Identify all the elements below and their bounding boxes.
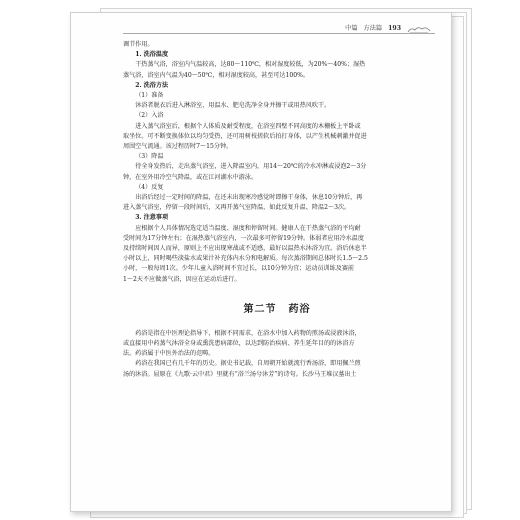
book-page [70, 12, 452, 512]
text-line: 药浴是指在中医理论指导下，根据不同需求，在浴水中加入药物的煎汤或浸液沐浴， [135, 329, 361, 337]
text-line: 待全身发热后，走出蒸气浴室，进入降温室内，用14～20℃的冷水冲淋或浸泡2～3分 [135, 163, 367, 171]
text-line: 受时间为17分钟左右；在湿热蒸气浴室内，一次最多可停留19分钟。体弱者应用冷水温度 [123, 234, 364, 242]
subheading-entering: （2）入浴 [135, 112, 164, 120]
text-line: 进入蒸气浴室，停留一段时间后，又再开蒸气室降温，如此反复升温、降温2～3次。 [123, 204, 351, 212]
text-line: 应根据个人具体情况选定适当温度、湿度和停留时间。健康人在干热蒸气浴的平均耐 [135, 224, 361, 232]
paragraph-medicated-bath-history [123, 359, 431, 379]
paragraph-entering [123, 122, 431, 153]
subheading-preparation: （1）准备 [135, 92, 164, 100]
section-name: 药浴 [288, 303, 311, 315]
running-head-chapter: 方法篇 [363, 25, 383, 32]
text-line: 干热蒸气浴，浴室内气温较高，达80～110℃，相对湿度较低，为20%～40%；湿热 [135, 61, 366, 69]
section-title [123, 303, 431, 316]
text-line: 出浴后经过一定时间的降温，在还未出现寒冷感觉时即擦干身体，休息10分钟后，再 [135, 194, 363, 202]
heading-bath-method: 2. 洗浴方法 [135, 81, 169, 89]
text-line: 汤的沐浴。屈原在《九歌·云中君》里就有“浴兰汤兮沐芳”的诗句。长沙马王堆汉墓出土 [123, 370, 357, 378]
text-line: 法。药浴属于中医外治法的范畴。 [123, 350, 215, 358]
page-number: 193 [388, 25, 401, 32]
paragraph-temperature [123, 60, 431, 80]
text-line: 蒸气浴，浴室内气温为40～50℃，相对湿度较高，甚至可达100%。 [123, 71, 309, 79]
paragraph-precautions [123, 224, 431, 285]
heading-precautions: 3. 注意事项 [135, 214, 169, 222]
text-line: 周围空气流通。该过程历时7～15分钟。 [123, 143, 233, 151]
page-body [123, 40, 431, 380]
text-line: 小时，一般每周1次。少年儿童入浴时间不宜过长，以10分钟为宜；运动员训练及赛前 [123, 265, 355, 273]
text-line: 药浴在我国已有几千年的历史。据史书记载，自周朝开始就流行香汤浴，即用佩兰煎 [135, 360, 361, 368]
text-line: 进入蒸气浴室后，根据个人体质及耐受程度，在浴室四壁不同高度的木栅板上平卧或 [135, 122, 361, 130]
paragraph-medicated-bath-definition [123, 329, 431, 360]
paragraph-preparation: 沐浴者脱衣后进入淋浴室，用温水、肥皂洗净全身并擦干或用热风吹干。 [135, 102, 331, 110]
heading-bath-temperature: 1. 洗浴温度 [135, 51, 169, 59]
paragraph-cooling [123, 162, 431, 182]
text-line: 或直接用中药蒸气沐浴全身或熏洗患病部位，以达到防治疾病、养生延年目的的沐浴方 [123, 340, 355, 348]
section-number: 第二节 [243, 303, 277, 315]
subheading-repeat: （4）反复 [135, 183, 164, 191]
cloud-ornament-icon [407, 26, 431, 33]
text-line: 及持续时间因人而异，原则上不应出现寒战或不适感，最好以温热水沐浴为宜。浴后休息半 [123, 245, 367, 253]
text-line: 1～2天不应做蒸气浴，因应在运动后进行。 [123, 275, 241, 283]
text-line: 钟，在室外用冷空气降温，或在江河湖水中游泳。 [123, 173, 258, 181]
paragraph-repeat [123, 193, 431, 213]
subheading-cooling: （3）降温 [135, 153, 164, 161]
intro-line: 调节作用。 [123, 41, 154, 48]
running-head-part: 中篇 [345, 25, 358, 32]
header-rule [123, 33, 435, 34]
text-line: 取坐位。可不断变换体位以均匀受热，还可用树枝搓软后拍打身体，以产生机械刺激并促进 [123, 132, 367, 140]
text-line: 小时以上，同时喝些淡盐水或果汁补充体内水分和电解质。每次蒸浴期间总体时长1.5～2.5 [123, 255, 368, 263]
